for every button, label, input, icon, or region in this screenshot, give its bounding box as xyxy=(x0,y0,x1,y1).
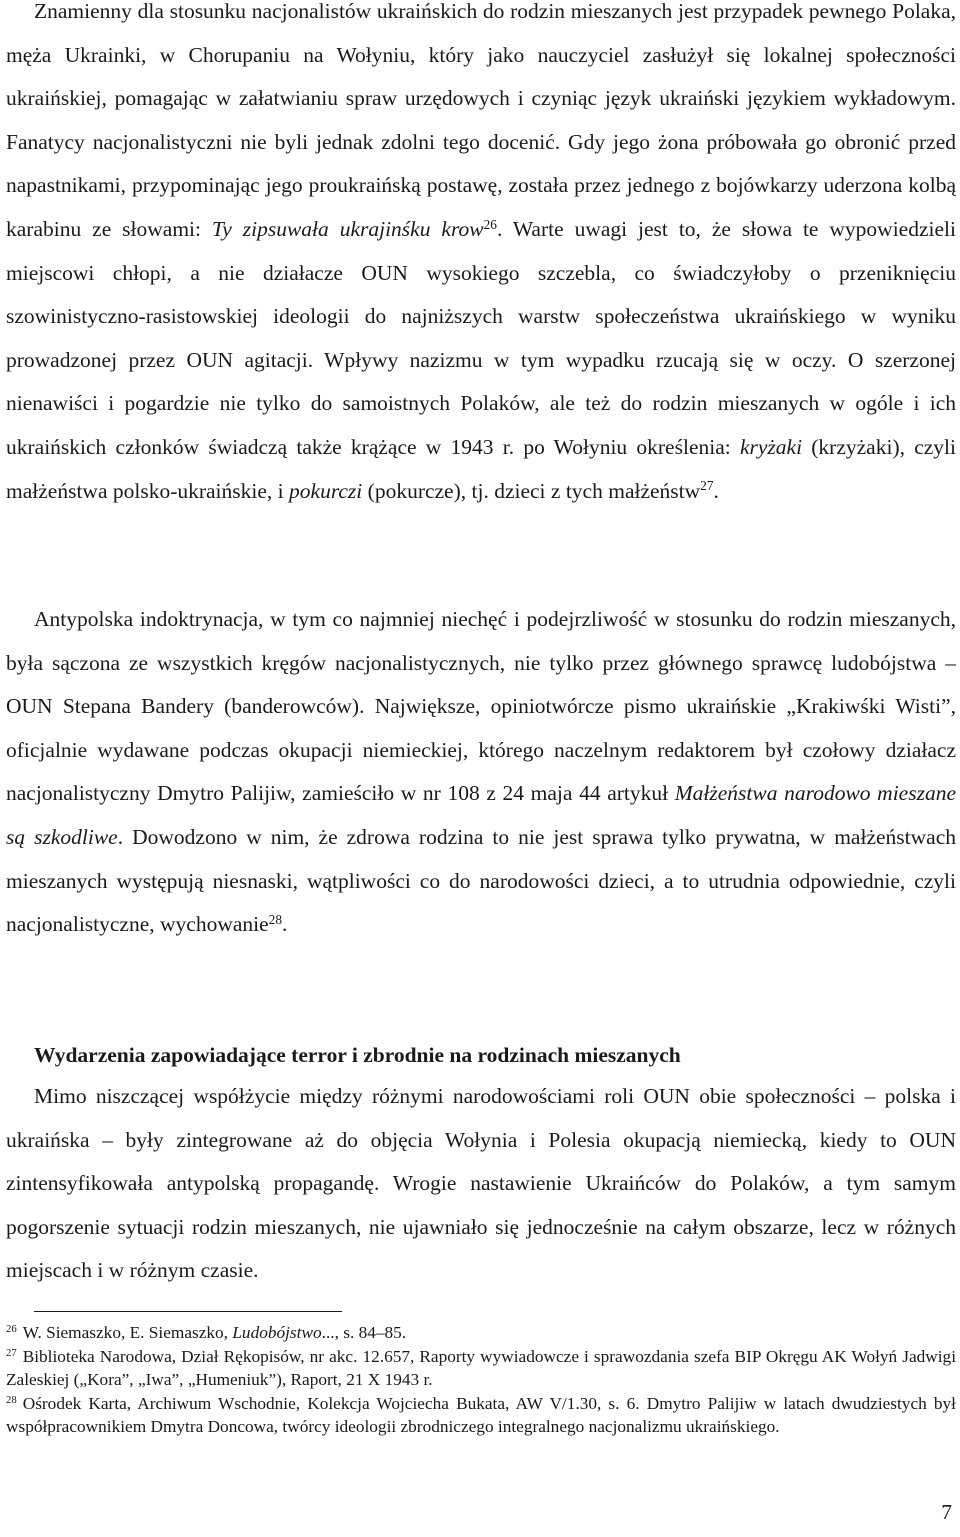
footnote xyxy=(6,1345,956,1392)
footnote xyxy=(6,1321,956,1345)
text-run: Znamienny dla stosunku nacjonalistów ukraińskich do rodzin mieszanych jest przypadek pewnego Polaka, męża Ukrainki, w Chorupaniu na Wołyniu, który jako nauczyciel zasłużył się lokalnej społeczności ukraińskiej, pomagając w załatwianiu spraw urzędowych i czyniąc język ukraiński językiem wykładowym. Fanatycy nacjonalistyczni nie byli jednak zdolni tego docenić. Gdy jego żona próbowała go obronić przed napastnikami, przypominając jego proukraińską postawę, została przez jednego z bojówkarzy uderzona kolbą karabinu ze słowami: xyxy=(6,0,956,241)
footnotes xyxy=(6,1321,956,1439)
paragraph xyxy=(6,1075,956,1293)
text-run: ..., s. 84–85. xyxy=(321,1323,407,1342)
paragraph xyxy=(6,0,956,513)
text-run: . Warte uwagi jest to, że słowa te wypowiedzieli miejscowi chłopi, a nie działacze OUN wysokiego szczebla, co świadczyłoby o przeniknięciu szowinistyczno-rasistowskiej ideologii do najniższych warstw społeczeństwa ukraińskiego w wyniku prowadzonej przez OUN agitacji. Wpływy nazizmu w tym wypadku rzucają się w oczy. O szerzonej nienawiści i pogardzie nie tylko do samoistnych Polaków, ale też do rodzin mieszanych w ogóle i ich ukraińskich członków świadczą także krążące w 1943 r. po Wołyniu określenia: xyxy=(6,216,956,459)
text-run: . xyxy=(713,478,719,503)
text-run: Biblioteka Narodowa, Dział Rękopisów, nr akc. 12.657, Raporty wywiadowcze i sprawozdania szefa BIP Okręgu AK Wołyń Jadwigi Zaleskiej („Kora”, „Iwa”, „Humeniuk”), Raport, 21 X 1943 r. xyxy=(6,1346,956,1390)
footnote-reference: 26 xyxy=(483,216,497,232)
text-run: (krzyżaki), czyli małżeństwa polsko-ukraińskie, i xyxy=(6,434,956,503)
footnote-number: 28 xyxy=(6,1393,17,1406)
italic-text: kryżaki xyxy=(739,434,803,459)
text-run: Mimo niszczącej współżycie między różnymi narodowościami roli OUN obie społeczności – polska i ukraińska – były zintegrowane aż do objęcia Wołynia i Polesia okupacją niemiecką, kiedy to OUN zintensyfikowała antypolską propagandę. Wrogie nastawienie Ukraińców do Polaków, a tym samym pogorszenie sytuacji rodzin mieszanych, nie ujawniało się jednocześnie na całym obszarze, lecz w różnych miejscach i w różnym czasie. xyxy=(6,1084,956,1283)
footnote-separator xyxy=(34,1311,342,1312)
text-run: (pokurcze), tj. dzieci z tych małżeństw xyxy=(362,478,701,503)
italic-text: Małżeństwa narodowo mieszane są szkodliwe xyxy=(6,781,956,849)
text-run: . Dowodzono w nim, że zdrowa rodzina to nie jest sprawa tylko prywatna, w małżeństwach mieszanych występują niesnaski, wątpliwości co do narodowości dzieci, a to utrudnia odpowiednie, czyli nacjonalistyczne, wychowanie xyxy=(6,824,956,937)
page-number: 7 xyxy=(941,1500,952,1524)
footnote-number: 26 xyxy=(6,1323,17,1336)
text-run: W. Siemaszko, E. Siemaszko, xyxy=(22,1323,233,1342)
italic-text: Ludobójstwo xyxy=(232,1323,322,1342)
italic-text: Ty zipsuwała ukrajinśku krow xyxy=(211,216,484,241)
italic-text: pokurczi xyxy=(289,478,363,503)
footnote-reference: 28 xyxy=(268,911,282,927)
footnote xyxy=(6,1392,956,1439)
text-run: Ośrodek Karta, Archiwum Wschodnie, Kolekcja Wojciecha Bukata, AW V/1.30, s. 6. Dmytro Palijiw w latach dwudziestych był współpracownikiem Dmytra Doncowa, twórcy ideologii zbrodniczego integralnego nacjonalizmu ukraińskiego. xyxy=(6,1393,956,1437)
paragraph xyxy=(6,598,956,947)
text-run: . xyxy=(282,912,288,937)
footnote-number: 27 xyxy=(6,1346,17,1359)
text-run: Antypolska indoktrynacja, w tym co najmniej niechęć i podejrzliwość w stosunku do rodzin mieszanych, była sączona ze wszystkich kręgów nacjonalistycznych, nie tylko przez głównego sprawcę ludobójstwa – OUN Stepana Bandery (banderowców). Największe, opiniotwórcze pismo ukraińskie „Krakiwśki Wisti”, oficjalnie wydawane podczas okupacji niemieckiej, którego naczelnym redaktorem był czołowy działacz nacjonalistyczny Dmytro Palijiw, zamieściło w nr 108 z 24 maja 44 artykuł xyxy=(6,607,956,806)
footnote-reference: 27 xyxy=(700,478,714,494)
section-heading: Wydarzenia zapowiadające terror i zbrodnie na rodzinach mieszanych xyxy=(34,1043,681,1067)
